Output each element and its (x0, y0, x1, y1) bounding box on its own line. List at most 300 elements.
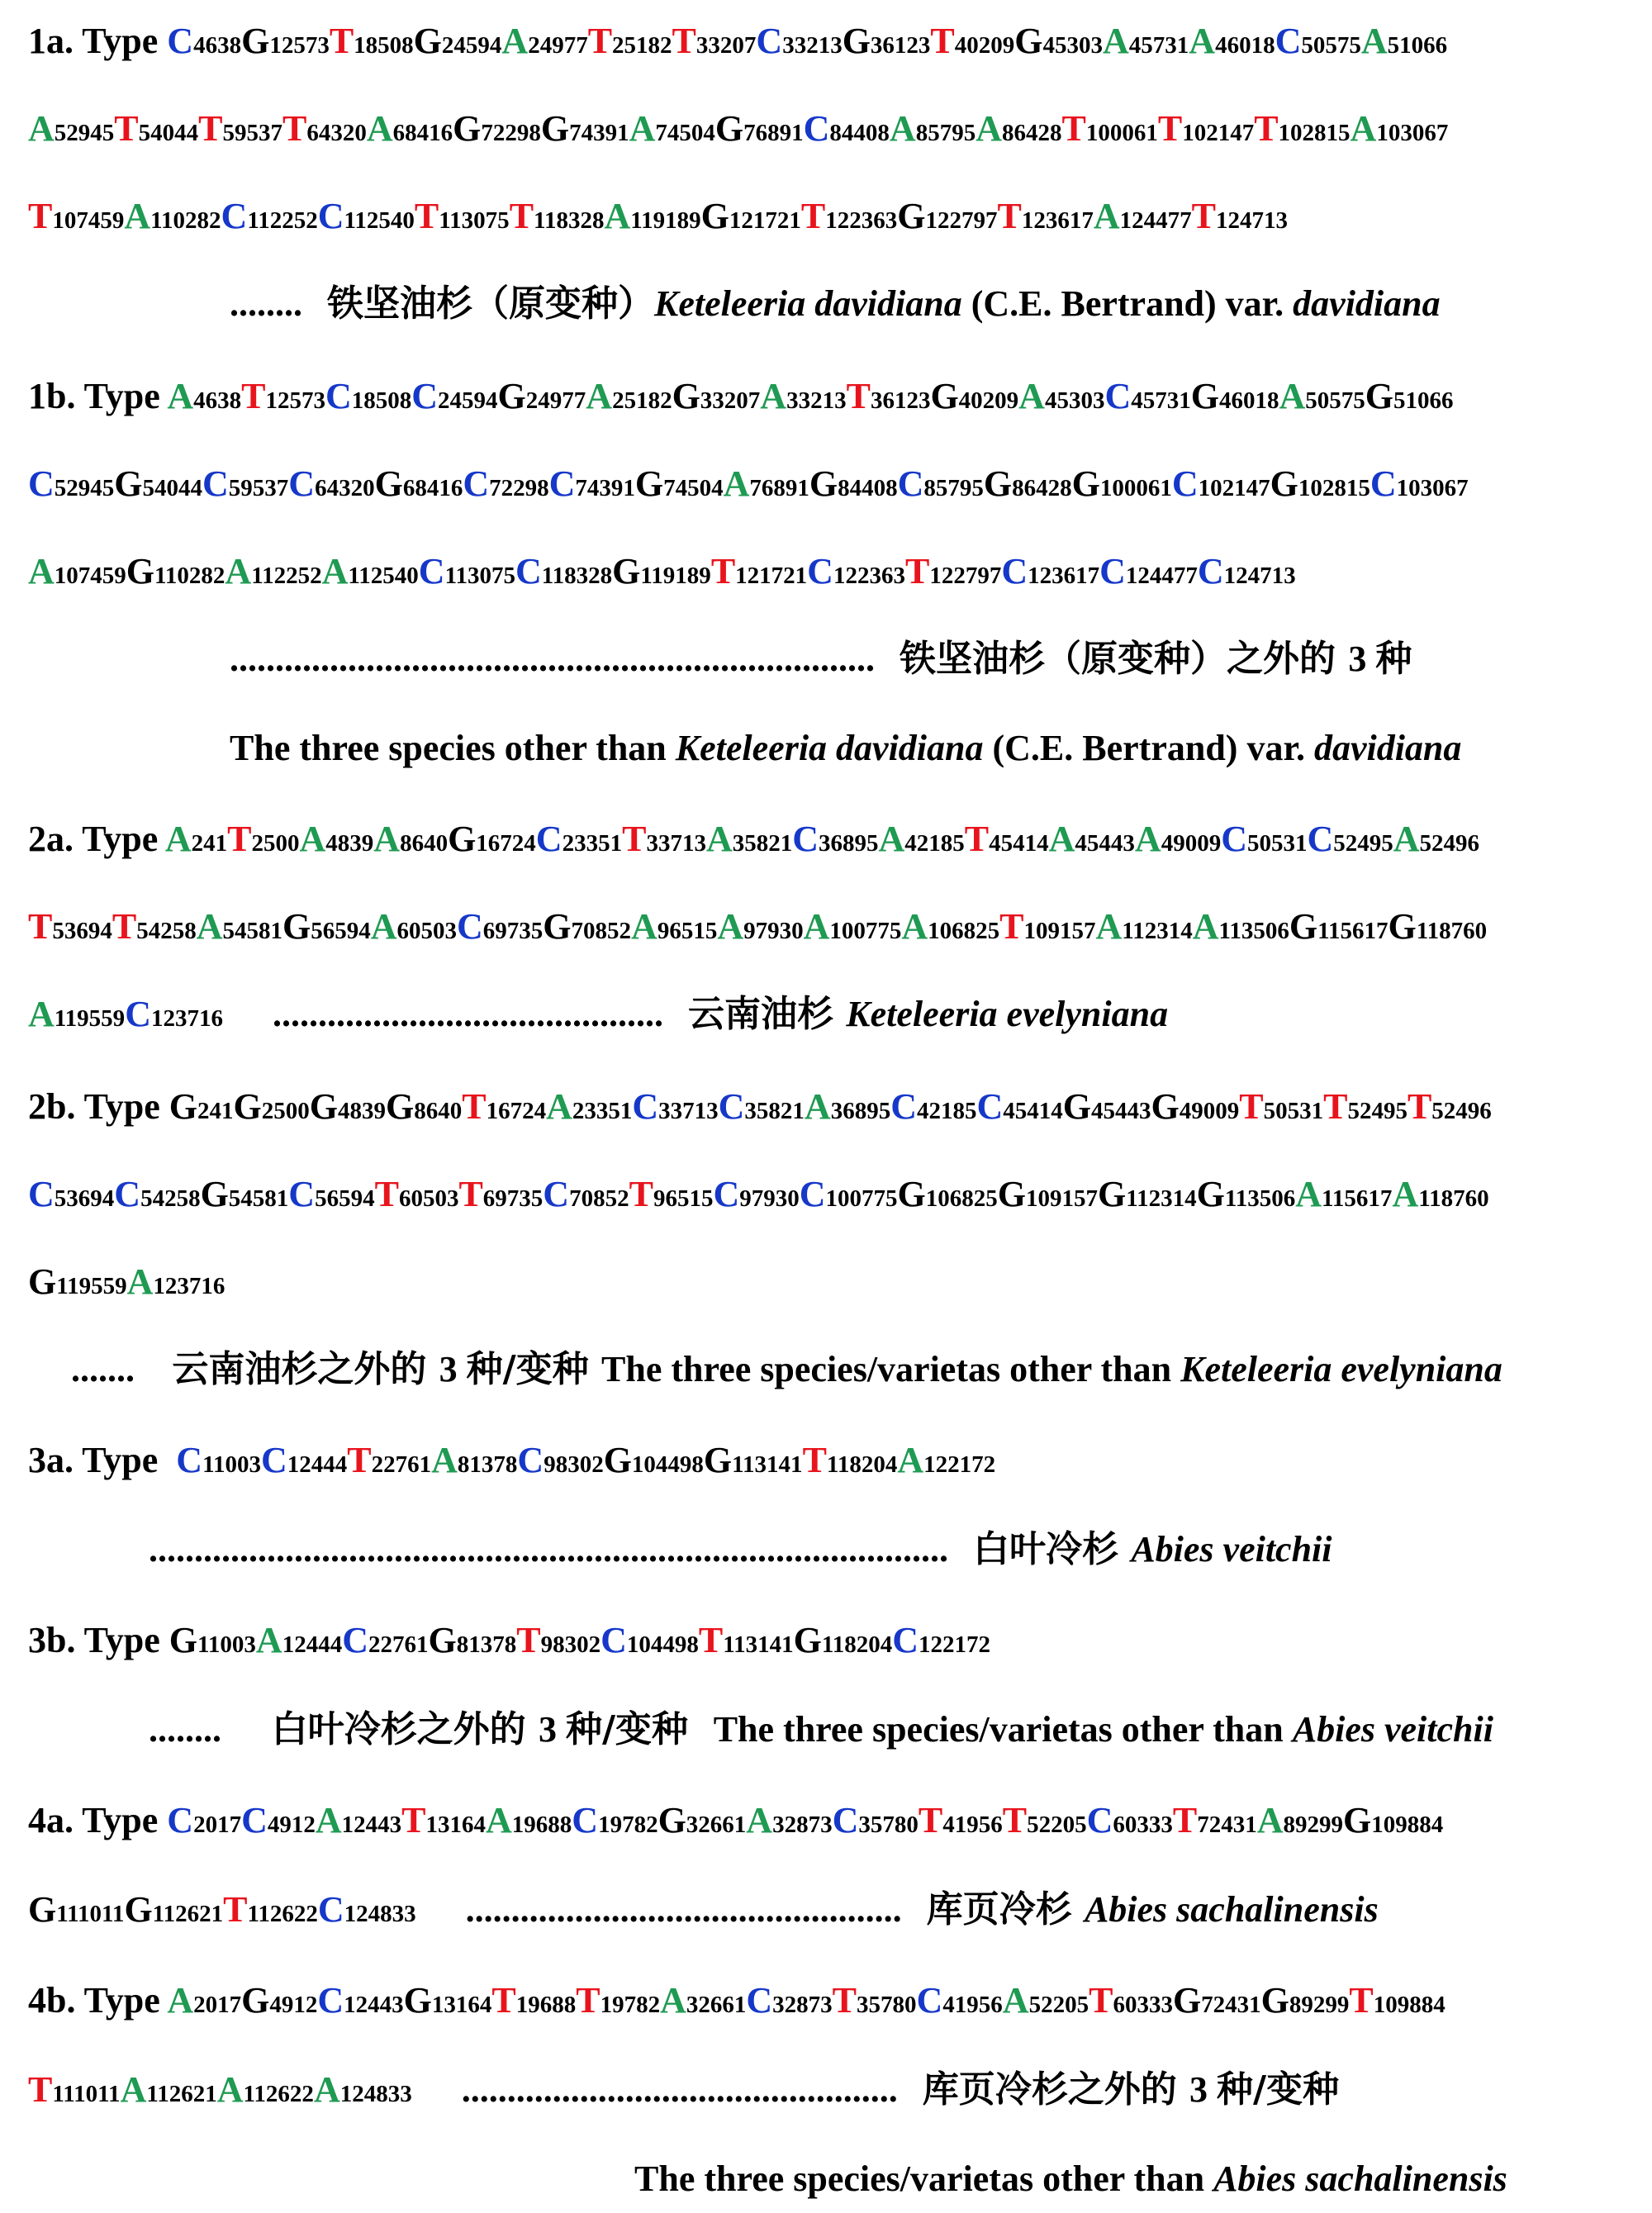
nucleotide-G: G (1097, 1174, 1127, 1214)
nucleotide-C: C (515, 551, 542, 591)
position-number: 24977 (525, 387, 586, 414)
nucleotide-T: T (458, 1174, 483, 1214)
position-number: 124477 (1125, 563, 1198, 589)
position-number: 19782 (600, 1992, 661, 2018)
nucleotide-G: G (200, 1174, 229, 1214)
position-number: 41956 (942, 1992, 1003, 2018)
nucleotide-T: T (329, 21, 354, 61)
snp-sequence (28, 463, 1469, 504)
position-number: 102147 (1182, 120, 1255, 146)
result-segment: (C.E. Bertrand) var. (983, 728, 1314, 768)
nucleotide-C: C (1001, 551, 1028, 591)
nucleotide-T: T (1157, 108, 1183, 149)
position-number: 74391 (569, 120, 629, 146)
nucleotide-T: T (672, 21, 696, 61)
position-number: 113506 (1218, 918, 1289, 944)
position-number: 113141 (723, 1631, 794, 1658)
position-number: 49009 (1179, 1098, 1240, 1124)
nucleotide-T: T (930, 21, 955, 61)
position-number: 104498 (631, 1451, 704, 1478)
nucleotide-C: C (746, 1980, 773, 2021)
dot-leader: ........................................................................................ (149, 1529, 948, 1570)
nucleotide-T: T (698, 1620, 724, 1660)
nucleotide-T: T (997, 196, 1022, 236)
position-number: 19688 (515, 1992, 577, 2018)
nucleotide-A: A (486, 1800, 512, 1840)
position-number: 124833 (339, 2081, 412, 2107)
nucleotide-G: G (672, 376, 700, 416)
snp-sequence (167, 1980, 1445, 2021)
key-line (0, 549, 1652, 599)
position-number: 84408 (829, 120, 890, 146)
nucleotide-C: C (28, 463, 55, 504)
position-number: 103067 (1376, 120, 1449, 146)
nucleotide-G: G (428, 1620, 457, 1660)
result-segment: 白叶冷杉之外的 (246, 1708, 539, 1750)
nucleotide-A: A (315, 1800, 342, 1840)
nucleotide-A: A (878, 819, 905, 859)
key-line (0, 1084, 1652, 1134)
key-line (0, 904, 1652, 954)
position-number: 8640 (414, 1098, 463, 1124)
position-number: 12444 (282, 1631, 343, 1658)
position-number: 54044 (138, 120, 199, 146)
position-number: 102147 (1198, 475, 1270, 501)
position-number: 2500 (251, 830, 300, 857)
position-number: 115617 (1322, 1185, 1393, 1212)
nucleotide-G: G (385, 1086, 415, 1127)
nucleotide-C: C (1197, 551, 1224, 591)
nucleotide-A: A (746, 1800, 773, 1840)
nucleotide-G: G (1343, 1800, 1372, 1840)
position-number: 123617 (1021, 207, 1094, 234)
position-number: 124477 (1119, 207, 1192, 234)
position-number: 12443 (344, 1992, 404, 2018)
position-number: 68416 (402, 475, 463, 501)
nucleotide-A: A (631, 906, 657, 947)
nucleotide-G: G (1190, 376, 1219, 416)
position-number: 22761 (368, 1631, 429, 1658)
nucleotide-T: T (28, 2069, 53, 2110)
position-number: 45731 (1128, 32, 1189, 59)
nucleotide-G: G (703, 1440, 733, 1480)
nucleotide-C: C (167, 1800, 194, 1840)
type-label: 3b. Type (28, 1620, 169, 1660)
snp-sequence (28, 196, 1288, 236)
position-number: 107459 (54, 563, 126, 589)
position-number: 112622 (243, 2081, 314, 2107)
position-number: 89299 (1289, 1992, 1350, 2018)
nucleotide-G: G (169, 1086, 197, 1127)
key-line (0, 1797, 1652, 1848)
nucleotide-G: G (241, 1980, 270, 2021)
result-text (634, 2158, 1507, 2199)
position-number: 123716 (153, 1273, 225, 1299)
nucleotide-A: A (124, 196, 151, 236)
position-number: 52945 (54, 120, 115, 146)
position-number: 36123 (870, 32, 931, 59)
nucleotide-G: G (497, 376, 526, 416)
position-number: 4638 (193, 32, 242, 59)
snp-sequence (28, 994, 223, 1034)
position-number: 118328 (534, 207, 605, 234)
nucleotide-A: A (1002, 1980, 1029, 2021)
key-line (0, 106, 1652, 156)
position-number: 4912 (269, 1992, 318, 2018)
result-segment: 3 (538, 1709, 566, 1750)
position-number: 100775 (825, 1185, 898, 1212)
nucleotide-C: C (325, 376, 352, 416)
nucleotide-T: T (918, 1800, 943, 1840)
nucleotide-T: T (629, 1174, 653, 1214)
nucleotide-T: T (198, 108, 223, 149)
snp-sequence (169, 1086, 1492, 1127)
nucleotide-T: T (1089, 1980, 1113, 2021)
nucleotide-T: T (28, 196, 53, 236)
nucleotide-A: A (1350, 108, 1377, 149)
nucleotide-G: G (1289, 906, 1318, 947)
position-number: 45443 (1090, 1098, 1151, 1124)
result-segment: 3 (1348, 639, 1376, 679)
position-number: 123716 (150, 1005, 223, 1032)
nucleotide-G: G (897, 1174, 926, 1214)
position-number: 45414 (989, 830, 1049, 857)
nucleotide-A: A (1392, 1174, 1419, 1214)
position-number: 241 (197, 1098, 234, 1124)
result-segment: The three species/varietas other than (634, 2158, 1214, 2199)
nucleotide-A: A (164, 819, 192, 859)
position-number: 59537 (222, 120, 282, 146)
key-line (0, 18, 1652, 69)
position-number: 122363 (833, 563, 905, 589)
nucleotide-G: G (1270, 463, 1298, 504)
nucleotide-T: T (904, 551, 930, 591)
position-number: 107459 (52, 207, 125, 234)
nucleotide-C: C (1171, 463, 1199, 504)
nucleotide-G: G (842, 21, 871, 61)
position-number: 124713 (1223, 563, 1296, 589)
nucleotide-T: T (999, 906, 1024, 947)
nucleotide-G: G (169, 1620, 197, 1660)
nucleotide-G: G (1014, 21, 1043, 61)
position-number: 119189 (630, 207, 701, 234)
position-number: 64320 (315, 475, 375, 501)
result-segment: 种/变种 (565, 1708, 714, 1750)
key-line (0, 1437, 1652, 1488)
position-number: 98302 (540, 1631, 601, 1658)
nucleotide-C: C (718, 1086, 745, 1127)
nucleotide-C: C (632, 1086, 659, 1127)
dot-leader: ........ (149, 1709, 221, 1750)
nucleotide-C: C (832, 1800, 859, 1840)
position-number: 112540 (348, 563, 419, 589)
position-number: 60503 (396, 918, 458, 944)
position-number: 52495 (1333, 830, 1393, 857)
position-number: 100061 (1085, 120, 1158, 146)
result-segment: 3 (439, 1349, 467, 1389)
position-number: 4638 (193, 387, 242, 414)
key-line (0, 1978, 1652, 2028)
nucleotide-G: G (28, 1261, 57, 1302)
position-number: 60333 (1113, 1992, 1173, 2018)
position-number: 106825 (928, 918, 1000, 944)
nucleotide-A: A (1295, 1174, 1322, 1214)
position-number: 23351 (572, 1098, 633, 1124)
nucleotide-C: C (221, 196, 248, 236)
position-number: 25182 (612, 387, 672, 414)
position-number: 52496 (1431, 1098, 1492, 1124)
nucleotide-T: T (622, 819, 647, 859)
position-number: 18508 (351, 387, 412, 414)
result-segment: 云南油杉 (687, 993, 847, 1035)
position-number: 70852 (569, 1185, 629, 1212)
position-number: 12444 (287, 1451, 348, 1478)
nucleotide-A: A (1103, 21, 1129, 61)
key-line (0, 2067, 1652, 2117)
taxon-name: davidiana (1293, 283, 1441, 324)
position-number: 74504 (663, 475, 724, 501)
nucleotide-C: C (463, 463, 490, 504)
nucleotide-G: G (282, 906, 311, 947)
nucleotide-G: G (233, 1086, 262, 1127)
nucleotide-A: A (255, 1620, 282, 1660)
nucleotide-C: C (892, 1620, 919, 1660)
nucleotide-A: A (366, 108, 393, 149)
nucleotide-G: G (1196, 1174, 1225, 1214)
key-line (0, 1617, 1652, 1668)
position-number: 35821 (744, 1098, 805, 1124)
nucleotide-T: T (223, 1889, 248, 1930)
position-number: 122172 (919, 1631, 991, 1658)
nucleotide-C: C (418, 551, 445, 591)
taxon-name: Keteleeria evelyniana (846, 994, 1169, 1034)
position-number: 13164 (425, 1812, 486, 1838)
position-number: 50575 (1301, 32, 1361, 59)
position-number: 72298 (481, 120, 541, 146)
position-number: 35821 (732, 830, 793, 857)
position-number: 45443 (1075, 830, 1135, 857)
snp-sequence (28, 1889, 416, 1930)
nucleotide-C: C (317, 196, 344, 236)
snp-sequence (167, 21, 1447, 61)
position-number: 112540 (344, 207, 415, 234)
nucleotide-G: G (1071, 463, 1100, 504)
nucleotide-A: A (604, 196, 631, 236)
key-line (0, 1887, 1652, 1937)
position-number: 241 (191, 830, 228, 857)
position-number: 24977 (528, 32, 588, 59)
position-number: 112252 (247, 207, 318, 234)
nucleotide-G: G (1388, 906, 1417, 947)
nucleotide-C: C (176, 1440, 203, 1480)
nucleotide-T: T (516, 1620, 541, 1660)
nucleotide-G: G (1062, 1086, 1091, 1127)
dot-leader: ........ (230, 283, 302, 324)
result-text (327, 283, 1441, 324)
dot-leader: ....... (71, 1349, 135, 1389)
result-segment: 铁坚油杉（原变种）之外的 (900, 638, 1349, 680)
nucleotide-C: C (713, 1174, 740, 1214)
position-number: 19688 (511, 1812, 572, 1838)
dot-leader: ....................................................................... (230, 639, 875, 679)
nucleotide-A: A (1393, 819, 1420, 859)
position-number: 33213 (786, 387, 847, 414)
type-label: 1b. Type (28, 376, 168, 416)
position-number: 45414 (1003, 1098, 1063, 1124)
type-label: 3a. Type (28, 1440, 177, 1480)
position-number: 60503 (398, 1185, 459, 1212)
nucleotide-G: G (413, 21, 442, 61)
nucleotide-T: T (114, 108, 139, 149)
position-number: 122172 (923, 1451, 996, 1478)
result-segment: 种/变种 (1217, 2068, 1340, 2111)
position-number: 2017 (193, 1992, 242, 2018)
result-segment: The three species/varietas other than (713, 1709, 1293, 1750)
nucleotide-C: C (572, 1800, 599, 1840)
position-number: 118204 (826, 1451, 898, 1478)
nucleotide-T: T (1323, 1086, 1348, 1127)
position-number: 35780 (857, 1992, 917, 2018)
nucleotide-C: C (317, 1889, 344, 1930)
position-number: 40209 (958, 387, 1019, 414)
position-number: 50531 (1246, 830, 1308, 857)
snp-sequence (28, 551, 1296, 591)
position-number: 36895 (830, 1098, 891, 1124)
key-line (0, 1346, 1652, 1393)
nucleotide-G: G (1260, 1980, 1289, 2021)
nucleotide-A: A (299, 819, 326, 859)
position-number: 54044 (142, 475, 203, 501)
position-number: 89299 (1283, 1812, 1343, 1838)
nucleotide-C: C (125, 994, 151, 1034)
nucleotide-G: G (126, 551, 155, 591)
position-number: 18508 (354, 32, 414, 59)
position-number: 49009 (1161, 830, 1222, 857)
position-number: 84408 (838, 475, 898, 501)
position-number: 32661 (686, 1812, 747, 1838)
nucleotide-C: C (890, 1086, 917, 1127)
nucleotide-C: C (457, 906, 483, 947)
taxon-name: Abies veitchii (1292, 1709, 1493, 1750)
nucleotide-G: G (997, 1174, 1026, 1214)
nucleotide-T: T (846, 376, 871, 416)
nucleotide-A: A (1093, 196, 1120, 236)
snp-sequence (28, 2069, 412, 2110)
key-line (0, 991, 1652, 1042)
nucleotide-C: C (317, 1980, 344, 2021)
nucleotide-G: G (793, 1620, 822, 1660)
nucleotide-A: A (1018, 376, 1045, 416)
position-number: 4839 (337, 1098, 386, 1124)
nucleotide-A: A (225, 551, 252, 591)
nucleotide-A: A (216, 2069, 244, 2110)
position-number: 121721 (729, 207, 801, 234)
nucleotide-A: A (167, 376, 194, 416)
nucleotide-C: C (1370, 463, 1397, 504)
type-label: 2a. Type (28, 819, 165, 859)
nucleotide-A: A (660, 1980, 686, 2021)
nucleotide-G: G (897, 196, 926, 236)
position-number: 23351 (562, 830, 623, 857)
position-number: 100775 (829, 918, 902, 944)
position-number: 115617 (1317, 918, 1389, 944)
taxon-name: davidiana (1313, 728, 1462, 768)
position-number: 112252 (251, 563, 322, 589)
nucleotide-A: A (28, 551, 55, 591)
position-number: 113506 (1224, 1185, 1296, 1212)
nucleotide-G: G (930, 376, 959, 416)
position-number: 111011 (56, 1901, 125, 1927)
nucleotide-G: G (403, 1980, 432, 2021)
nucleotide-A: A (1192, 906, 1219, 947)
key-line (0, 725, 1652, 772)
position-number: 25182 (612, 32, 672, 59)
nucleotide-G: G (1172, 1980, 1202, 2021)
position-number: 40209 (954, 32, 1015, 59)
nucleotide-G: G (700, 196, 729, 236)
position-number: 19782 (598, 1812, 658, 1838)
nucleotide-G: G (543, 906, 572, 947)
nucleotide-A: A (717, 906, 744, 947)
dot-leader: ........................................... (272, 994, 663, 1034)
position-number: 51066 (1393, 387, 1454, 414)
nucleotide-C: C (517, 1440, 544, 1480)
nucleotide-C: C (756, 21, 783, 61)
nucleotide-T: T (710, 551, 736, 591)
nucleotide-T: T (800, 196, 826, 236)
position-number: 86428 (1001, 120, 1062, 146)
position-number: 109157 (1025, 1185, 1098, 1212)
taxon-name: Abies veitchii (1131, 1529, 1332, 1570)
nucleotide-A: A (901, 906, 928, 947)
position-number: 97930 (739, 1185, 800, 1212)
position-number: 64320 (306, 120, 367, 146)
position-number: 36895 (819, 830, 879, 857)
position-number: 81378 (457, 1451, 518, 1478)
result-text (159, 1349, 1502, 1389)
nucleotide-T: T (401, 1800, 426, 1840)
position-number: 53694 (54, 1185, 115, 1212)
nucleotide-T: T (1254, 108, 1279, 149)
position-number: 118760 (1416, 918, 1488, 944)
position-number: 32873 (772, 1812, 833, 1838)
nucleotide-T: T (1191, 196, 1216, 236)
key-line (0, 1171, 1652, 1222)
result-segment: 种 (1375, 638, 1412, 680)
nucleotide-A: A (501, 21, 529, 61)
nucleotide-C: C (1086, 1800, 1113, 1840)
position-number: 68416 (392, 120, 453, 146)
nucleotide-G: G (374, 463, 403, 504)
position-number: 52496 (1419, 830, 1480, 857)
position-number: 98302 (544, 1451, 604, 1478)
key-line (0, 816, 1652, 867)
position-number: 11003 (202, 1451, 261, 1478)
nucleotide-T: T (462, 1086, 487, 1127)
nucleotide-G: G (241, 21, 270, 61)
position-number: 112621 (152, 1901, 224, 1927)
position-number: 72298 (489, 475, 549, 501)
nucleotide-C: C (288, 1174, 316, 1214)
nucleotide-C: C (543, 1174, 570, 1214)
position-number: 33213 (782, 32, 843, 59)
result-text (927, 1889, 1379, 1930)
position-number: 109884 (1373, 1992, 1446, 2018)
position-number: 52205 (1028, 1992, 1089, 2018)
nucleotide-A: A (804, 1086, 831, 1127)
nucleotide-T: T (1172, 1800, 1198, 1840)
nucleotide-C: C (411, 376, 439, 416)
